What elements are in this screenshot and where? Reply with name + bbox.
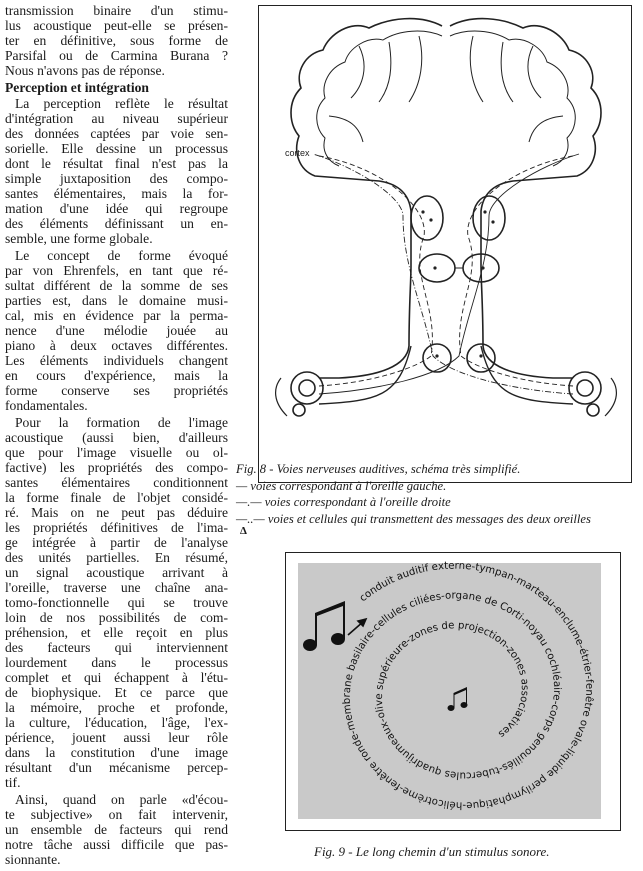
cortex-label: cortex: [285, 148, 310, 158]
fig8-caption: Fig. 8 - Voies nerveuses auditives, schéma très simplifié.: [236, 462, 521, 476]
text-line: la mémoire, proche et profonde,: [5, 700, 228, 715]
text-line: sionnante.: [5, 852, 61, 867]
text-line: Le concept de forme évoqué: [15, 248, 228, 263]
text-line: dont le résultat final n'est pas la: [5, 156, 228, 171]
text-line: factive) les propriétés des compo-: [5, 460, 228, 475]
text-line: Pour la formation de l'image: [15, 415, 228, 430]
legend-both-ears: [236, 512, 591, 527]
text-line: des éléments définissant un en-: [5, 216, 228, 231]
text-line: un ensemble de facteurs qui rend: [5, 822, 228, 837]
text-line: ter en définitive, sous forme de: [5, 33, 228, 48]
text-line: sorielle. Elle dessine un processus: [5, 141, 228, 156]
text-line: par von Ehrenfels, en tant que ré-: [5, 263, 228, 278]
spiral-text: conduit auditif externe-tympan-marteau-enclume-étrier-fenêtre ovale-liquide perilymphatique-hélicotrème-fenêtre ronde-membrane basilaire-cellules ciliées-organe de Corti-noyau cochléaire-corps genouillés-tubercules quadrijumeaux-olive supérieure-zones de projection-zones associatives: [341, 560, 595, 811]
text-line: de biophysique. Et ce parce que: [5, 685, 228, 700]
text-line: mation d'une idée qui regroupe: [5, 201, 228, 216]
text-line: loin de nos possibilités de com-: [5, 610, 228, 625]
legend-symbol-dash-dot-dot: —..—: [236, 512, 265, 526]
right-hemisphere: [450, 19, 601, 378]
text-line: notre tâche aussi difficile que pas-: [5, 837, 228, 852]
legend-text: voies correspondant à l'oreille droite: [264, 495, 451, 509]
text-line: transmission binaire d'un stimu-: [5, 3, 228, 18]
text-line: des facteurs qui interviennent: [5, 640, 228, 655]
text-line: nence d'une mélodie jouée au: [5, 323, 228, 338]
text-line: piano à deux octaves différentes.: [5, 338, 228, 353]
text-line: lourdement dans le processus: [5, 655, 228, 670]
text-line: des données captées par voie sen-: [5, 126, 228, 141]
text-line: Parsifal ou de Carmina Burana ?: [5, 48, 228, 63]
article-column: [5, 3, 228, 869]
text-line: tomo-fonctionnelle qui se trouve: [5, 595, 228, 610]
text-line: forme conserve ses propriétés: [5, 383, 228, 398]
text-line: Nous n'avons pas de réponse.: [5, 63, 165, 78]
legend-symbol-solid: —: [236, 479, 248, 493]
text-line: parties est, dans le domaine musi-: [5, 293, 228, 308]
left-ear: [291, 372, 323, 404]
text-line: dans la constitution d'une image: [5, 745, 228, 760]
legend-text: voies et cellules qui transmettent des messages des deux oreilles: [267, 512, 591, 526]
text-line: préhension, et elle reçoit en plus: [5, 625, 228, 640]
legend-triangle-symbol: Δ: [240, 525, 247, 537]
text-line: périence, jouent aussi leur rôle: [5, 730, 228, 745]
text-line: simple juxtaposition des compo-: [5, 171, 228, 186]
text-line: la culture, l'éducation, l'âge, l'ex-: [5, 715, 228, 730]
text-line: Ainsi, quand on parle «d'écou-: [15, 792, 228, 807]
text-line: l'oreille, traverse une chaîne ana-: [5, 580, 228, 595]
text-line: te subjective» on fait intervenir,: [5, 807, 228, 822]
text-line: tif.: [5, 775, 21, 790]
section-heading: Perception et intégration: [5, 80, 149, 95]
text-line: fondamentales.: [5, 398, 88, 413]
figure-9-spiral: [285, 552, 621, 831]
text-line: cal, mis en évidence par la perma-: [5, 308, 228, 323]
music-note-large-icon: [303, 601, 345, 651]
text-line: ré. Mais on ne peut pas déduire: [5, 505, 228, 520]
text-line: résultant d'un mécanisme percep-: [5, 760, 228, 775]
paragraph: [5, 3, 228, 78]
text-line: santes élémentaires conditionnent: [5, 475, 228, 490]
arrow-icon: [348, 619, 366, 635]
paragraph: [5, 96, 228, 246]
legend-text: voies correspondant à l'oreille gauche.: [250, 479, 447, 493]
auditory-pathways-drawing: [259, 6, 633, 484]
text-line: que pour l'image visuelle ou ol-: [5, 445, 228, 460]
text-line: d'intégration au niveau supérieur: [5, 111, 228, 126]
paragraph: [5, 415, 228, 790]
text-line: sultat différent de la somme de ses: [5, 278, 228, 293]
legend-left-ear: [236, 479, 446, 494]
figure-8-auditory-pathways-diagram: [258, 5, 632, 483]
text-line: acoustique (aussi bien, d'ailleurs: [5, 430, 228, 445]
fig9-caption: Fig. 9 - Le long chemin d'un stimulus sonore.: [314, 844, 550, 859]
text-line: complet et qui échappent à l'étu-: [5, 670, 228, 685]
text-line: la forme finale de l'objet considé-: [5, 490, 228, 505]
text-line: lus acoustique peut-elle se présen-: [5, 18, 228, 33]
legend-symbol-dash-dot: —.—: [236, 495, 262, 509]
paragraph: [5, 248, 228, 413]
text-line: ge intégrée à partir de l'analyse: [5, 535, 228, 550]
text-line: un signal acoustique arrivant à: [5, 565, 228, 580]
text-line: La perception reflète le résultat: [15, 96, 228, 111]
text-line: en cours d'expérience, mais la: [5, 368, 228, 383]
text-line: les propriétés définitives de l'ima-: [5, 520, 228, 535]
spiral-drawing: [286, 553, 622, 832]
text-line: Les éléments individuels changent: [5, 353, 228, 368]
legend-right-ear: [236, 495, 451, 510]
music-note-small-icon: [448, 687, 468, 711]
text-line: santes élémentaires, mais la for-: [5, 186, 228, 201]
right-ear: [569, 372, 601, 404]
text-line: des unités partielles. En résumé,: [5, 550, 228, 565]
text-line: semble, une forme globale.: [5, 231, 153, 246]
paragraph: [5, 792, 228, 867]
